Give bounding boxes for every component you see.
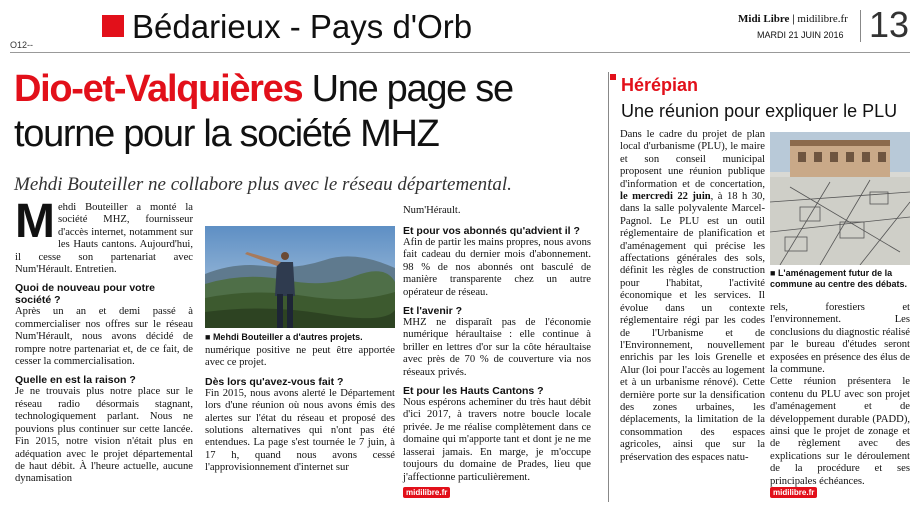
side-column-1 — [620, 129, 765, 464]
logo-text: midilibre.fr — [403, 487, 450, 498]
town-photo — [770, 132, 910, 265]
brand-site: midilibre.fr — [797, 13, 848, 25]
headline-place: Dio-et-Valquières — [14, 68, 303, 110]
side-place: Hérépian — [621, 75, 699, 95]
answer-5: MHZ ne disparaît pas de l'économie numérique héraultaise : elle continue à briller en lettres d'or sur la côte héraultaise avec près de 70 % de couverture via nos réseaux privés. — [403, 317, 591, 378]
town-caption-text: L'aménagement futur de la commune au centre des débats. — [770, 268, 908, 289]
article-column-2 — [205, 345, 395, 475]
answer-3-continued: Num'Hérault. — [403, 205, 461, 216]
side-column-2 — [770, 302, 910, 488]
midilibre-logo-side — [770, 482, 817, 500]
town-photo-caption: ■ L'aménagement futur de la commune au centre des débats. — [770, 268, 908, 289]
article-lead — [15, 195, 193, 276]
header-divider — [860, 10, 861, 42]
midilibre-logo — [403, 482, 450, 500]
side-headline: Une réunion pour expliquer le PLU — [621, 101, 898, 121]
side-paragraph-1 — [620, 129, 765, 464]
answer-1: Après un an et demi passé à commercialiser nos offres sur le réseau Num'Hérault, nous avons décidé de rompre notre partenariat et, de ce fait, de cesser la commercialisation. — [15, 306, 193, 368]
article-column-3 — [403, 219, 591, 484]
issue-date: MARDI 21 JUIN 2016 — [757, 30, 844, 40]
question-3: Dès lors qu'avez-vous fait ? — [205, 375, 344, 388]
brand-name: Midi Libre — [738, 13, 790, 25]
side-paragraph-3: Cette réunion présentera le contenu du PLU avec son projet d'aménagement et de développement durable (PADD), ainsi que le projet de zonage et de règlement avec des explications sur le déroulement de la procédure et ses principales échéances. — [770, 376, 910, 487]
answer-3: Fin 2015, nous avons alerté le Département lors d'une réunion où nous avons émis des alertes sur l'état du réseau et proposé des solutions alternatives qui n'ont pas été entendues. La page s'est tournée le 7 juin, à 17 h, quand nous avons cessé l'approvisionnement d'internet sur — [205, 387, 395, 474]
column-divider — [608, 72, 609, 502]
photo-caption-text: Mehdi Bouteiller a d'autres projets. — [212, 332, 363, 342]
article-subtitle: Mehdi Bouteiller ne collabore plus avec le réseau départemental. — [14, 174, 512, 195]
photo-caption: ■ Mehdi Bouteiller a d'autres projets. — [205, 332, 363, 342]
side-p1-date: le mercredi 22 juin — [620, 191, 711, 203]
answer-2-continued: numérique positive ne peut être apportée avec ce projet. — [205, 345, 395, 369]
question-6: Et pour les Hauts Cantons ? — [403, 385, 544, 398]
section-marker — [102, 15, 124, 37]
side-paragraph-2: rels, forestiers et l'environnement. Les conclusions du diagnostic réalisé par le bureau d'études seront exposées en présence des élus de la commune. — [770, 302, 910, 376]
header-rule — [10, 52, 910, 53]
side-p1-text: Dans le cadre du projet de plan local d'urbanisme (PLU), le maire et son conseil municipal proposent une réunion publique d'information et de concertation, — [620, 129, 765, 190]
question-2: Quelle en est la raison ? — [15, 374, 136, 387]
article-headline — [14, 67, 604, 157]
question-4: Et pour vos abonnés qu'advient il ? — [403, 225, 580, 237]
answer-2: Je ne trouvais plus notre place sur le réseau radio désormais stagnant, technologiquement parlant. Nous ne pouvions plus continuer sur cette lancée. Fin 2015, notre vision n'était plus en adéquation avec le projet départemental de haut débit. À l'heure actuelle, aucune dynamisation — [15, 386, 193, 485]
drop-cap: M — [15, 195, 55, 248]
question-1: Quoi de nouveau pour votre société ? — [15, 282, 156, 307]
section-title: Bédarieux - Pays d'Orb — [132, 8, 473, 45]
town-map-photo — [770, 132, 910, 265]
mountain-landscape-photo — [205, 226, 395, 328]
question-5: Et l'avenir ? — [403, 305, 463, 318]
logo-text-side: midilibre.fr — [770, 487, 817, 498]
page-number: 13 — [869, 4, 910, 45]
page-code: O12-- — [10, 40, 34, 50]
newspaper-brand: Midi Libre | midilibre.fr — [738, 13, 848, 25]
lead-text: ehdi Bouteiller a monté la société MHZ, fournisseur d'accès internet, notamment sur les Hauts cantons. Aujourd'hui, il cesse son partenariat avec Num'Hérault. Entretien. — [15, 202, 193, 276]
side-marker — [610, 74, 616, 80]
answer-6: Nous espérons acheminer du très haut débit d'ici 2017, à travers notre boucle locale privée. Je me réalise complètement dans ce domaine qui m'apporte tant et dont je ne me lasserai jamais. En marge, je m'occupe toujours du domaine de Prades, lieu que j'affectionne particulièrement. — [403, 397, 591, 483]
side-p1-end: , à 18 h 30, dans la salle polyvalente Marcel-Pagnol. Le PLU est un outil réglementaire de planification et d'aménagement qui précise les affectations générales des sols, définit les règles de construction pour l'habitat, l'activité économique et les services. Il évolue dans un contexte réglementaire régi par les codes de l'Urbanisme et de l'Environnement, nouvellement enrichis par les lois Grenelle et Alur (loi pour l'accès au logement et à un urbanisme rénové). Cette dernière porte sur la densification des zones urbaines, les déplacements, la limitation de la consommation des espaces agricoles, ainsi que sur la préservation des espaces natu- — [620, 191, 765, 463]
article-column-1 — [15, 195, 193, 486]
headline-title: Une page se tourne pour la société MHZ — [14, 68, 513, 155]
article-photo — [205, 226, 395, 328]
answer-4: Afin de partir les mains propres, nous avons fait cadeau du dernier mois d'abonnement. 98 % de nos abonnés ont basculé de manière transparente chez un autre opérateur de réseau. — [403, 237, 591, 298]
